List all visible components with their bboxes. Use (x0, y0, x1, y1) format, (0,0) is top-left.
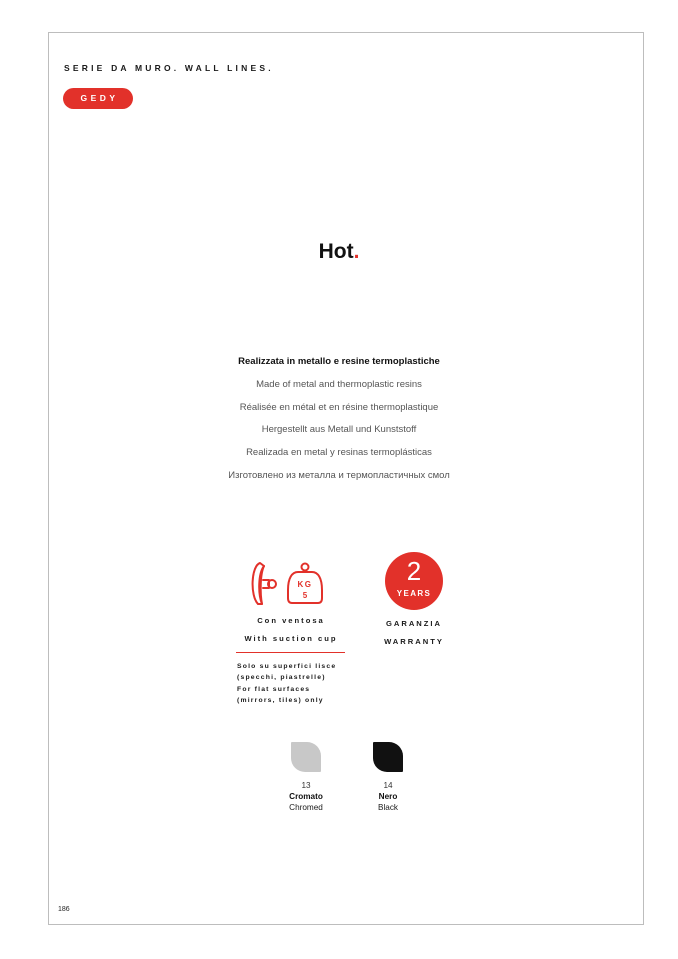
finish-name-it: Nero (378, 792, 398, 801)
product-name: Hot (318, 240, 354, 263)
warranty-badge (385, 552, 443, 610)
note-line: (specchi, piastrelle) (237, 674, 326, 682)
note-line: (mirrors, tiles) only (237, 696, 324, 704)
product-title (0, 240, 678, 264)
note-line: Solo su superfici lisce (237, 663, 337, 670)
finish-code: 14 (383, 781, 393, 790)
material-es: Realizada en metal y resinas termoplásticas (246, 447, 432, 459)
page-number: 186 (58, 906, 70, 913)
warranty-label-it: GARANZIA (385, 619, 443, 628)
series-label: SERIE DA MURO. WALL LINES. (64, 63, 274, 73)
finish-code: 13 (301, 781, 311, 790)
finish-name-en: Black (377, 803, 399, 812)
suction-note (237, 661, 336, 706)
suction-cup-weight-icon (248, 560, 332, 610)
material-ru: Изготовлено из металла и термопластичных смол (228, 469, 450, 481)
warranty-label-en: WARRANTY (384, 637, 444, 646)
material-it: Realizzata in metallo e resine termoplastiche (238, 356, 440, 367)
warranty-years-number: 2 (406, 556, 422, 586)
finish-name-en: Chromed (289, 803, 323, 812)
finish-chromed (276, 780, 336, 813)
suction-label-en: With suction cup (244, 634, 338, 643)
material-fr: Réalisée en métal et en résine thermoplastique (239, 401, 439, 413)
weight-unit: KG (297, 580, 313, 589)
suction-label-it: Con ventosa (257, 616, 325, 625)
brand-badge: GEDY (63, 88, 133, 109)
finish-name-it: Cromato (289, 792, 323, 801)
finish-swatch-chromed (291, 742, 321, 772)
materials-list (0, 356, 678, 493)
weight-value: 5 (302, 591, 308, 600)
finish-swatch-black (373, 742, 403, 772)
finish-black (358, 780, 418, 813)
material-de: Hergestellt aus Metall und Kunststoff (261, 424, 417, 436)
product-title-dot: . (353, 240, 360, 263)
suction-divider (236, 652, 345, 653)
material-en: Made of metal and thermoplastic resins (256, 378, 422, 390)
note-line: For flat surfaces (237, 685, 311, 693)
warranty-years-unit: YEARS (396, 589, 432, 598)
